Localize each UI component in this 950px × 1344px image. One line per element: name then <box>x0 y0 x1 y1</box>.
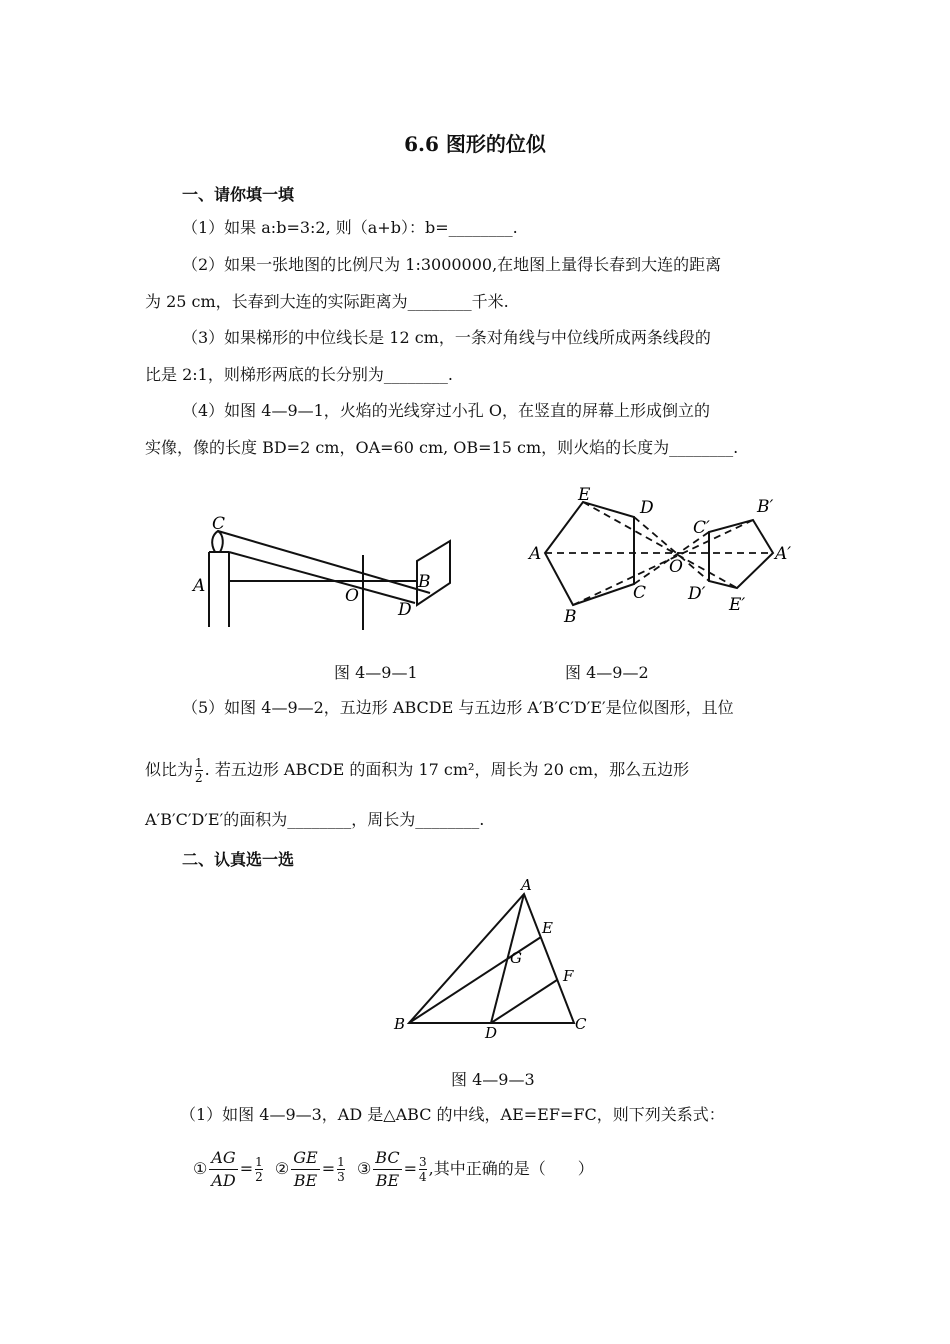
fig1-label-d: D <box>398 600 412 620</box>
relation-1-rhs-den: 2 <box>255 1170 263 1184</box>
fig1-label-o: O <box>345 586 359 606</box>
fig2-label-o: O <box>669 557 683 577</box>
relation-1-lhs <box>209 1147 237 1192</box>
triangle-abc <box>409 894 574 1023</box>
question-3-line-1: （3）如果梯形的中位线长是 12 cm，一条对角线与中位线所成两条线段的 <box>182 328 711 347</box>
fig2-label-a2: A′ <box>775 544 792 564</box>
relation-1-rhs <box>255 1155 263 1184</box>
relation-2-lhs <box>291 1147 319 1192</box>
figure-4-9-2-caption: 图 4—9—2 <box>565 663 649 682</box>
fig2-label-e2: E′ <box>729 595 746 615</box>
q5-pre: 似比为 <box>145 760 194 779</box>
section-heading-fill: 一、请你填一填 <box>182 185 295 204</box>
relation-2-rhs-num: 1 <box>337 1155 345 1169</box>
fig2-label-c2: C′ <box>693 518 710 538</box>
choice-question-1: （1）如图 4—9—3，AD 是△ABC 的中线，AE=EF=FC，则下列关系式： <box>180 1105 725 1124</box>
fig2-label-b2: B′ <box>757 497 774 517</box>
section-heading-choose: 二、认真选一选 <box>182 850 295 869</box>
fig3-label-f: F <box>563 967 574 985</box>
q5-ratio-den: 2 <box>195 771 203 785</box>
figure-4-9-3 <box>385 872 595 1042</box>
figure-4-9-1 <box>180 505 470 635</box>
relation-1-eq: = <box>239 1159 254 1178</box>
fig1-label-c: C <box>212 514 226 534</box>
q5-ratio-fraction <box>195 756 203 785</box>
question-4-line-2: 实像，像的长度 BD=2 cm，OA=60 cm, OB=15 cm，则火焰的长度为________. <box>145 438 739 457</box>
fig3-label-a: A <box>521 876 532 894</box>
light-ray-top <box>218 531 430 593</box>
dashed-b-b2 <box>573 520 753 605</box>
fig3-label-g: G <box>510 949 522 967</box>
relation-1-lhs-den: AD <box>211 1171 236 1190</box>
fig2-label-e: E <box>578 485 591 505</box>
question-4-line-1: （4）如图 4—9—1，火焰的光线穿过小孔 O，在竖直的屏幕上形成倒立的 <box>182 401 711 420</box>
flame <box>212 531 223 552</box>
fig3-label-c: C <box>575 1015 587 1033</box>
light-ray-bottom <box>229 552 415 603</box>
question-2-line-1: （2）如果一张地图的比例尺为 1:3000000,在地图上量得长春到大连的距离 <box>182 255 722 274</box>
question-5-line-3: A′B′C′D′E′的面积为________，周长为________. <box>145 810 485 829</box>
figure-4-9-1-caption: 图 4—9—1 <box>334 663 418 682</box>
page-title: 6.6 图形的位似 <box>404 132 546 156</box>
dashed-e-e2 <box>583 502 737 588</box>
question-3-line-2: 比是 2:1，则梯形两底的长分别为________. <box>145 365 453 384</box>
fig2-label-c: C <box>633 583 647 603</box>
relation-1-marker: ① <box>193 1159 208 1178</box>
q5-post: . 若五边形 ABCDE 的面积为 17 cm²，周长为 20 cm，那么五边形 <box>204 760 690 779</box>
relation-3-lhs-num: BC <box>373 1147 401 1170</box>
relation-1-rhs-num: 1 <box>255 1155 263 1169</box>
relation-2-marker: ② <box>274 1159 290 1178</box>
fig3-label-b: B <box>394 1015 406 1033</box>
relation-3-marker: ③ <box>356 1159 372 1178</box>
relation-2-rhs <box>337 1155 345 1184</box>
fig2-label-a: A <box>529 544 542 564</box>
relation-3-lhs-den: BE <box>375 1171 400 1190</box>
relation-2-lhs-den: BE <box>293 1171 318 1190</box>
relation-list <box>193 1145 813 1193</box>
question-5-line-2 <box>145 748 810 792</box>
q5-ratio-num: 1 <box>195 756 203 770</box>
fig3-label-d: D <box>485 1024 498 1042</box>
pentagon-a2b2c2d2e2 <box>709 520 773 588</box>
relation-3-eq: = <box>403 1159 417 1178</box>
fig3-label-e: E <box>542 919 553 937</box>
relation-tail: ,其中正确的是（ ） <box>428 1159 594 1178</box>
relation-3-lhs <box>373 1147 401 1192</box>
question-5-line-1: （5）如图 4—9—2，五边形 ABCDE 与五边形 A′B′C′D′E′是位似图形，且位 <box>182 698 734 717</box>
fig2-label-d: D <box>640 498 654 518</box>
relation-2-lhs-num: GE <box>291 1147 319 1170</box>
relation-3-rhs <box>419 1155 427 1184</box>
fig1-label-b: B <box>418 572 431 592</box>
question-2-line-2: 为 25 cm，长春到大连的实际距离为________千米. <box>145 292 509 311</box>
question-1: （1）如果 a:b=3:2, 则（a+b）：b=________. <box>182 218 518 237</box>
relation-2-eq: = <box>321 1159 336 1178</box>
fig2-label-b: B <box>564 607 577 627</box>
fig1-label-a: A <box>193 576 206 596</box>
relation-1-lhs-num: AG <box>209 1147 237 1170</box>
relation-2-rhs-den: 3 <box>337 1170 345 1184</box>
figure-4-9-3-caption: 图 4—9—3 <box>451 1070 535 1089</box>
fig2-label-d2: D′ <box>688 584 706 604</box>
relation-3-rhs-den: 4 <box>418 1170 427 1184</box>
figure-4-9-2 <box>525 480 805 630</box>
relation-3-rhs-num: 3 <box>418 1155 427 1169</box>
